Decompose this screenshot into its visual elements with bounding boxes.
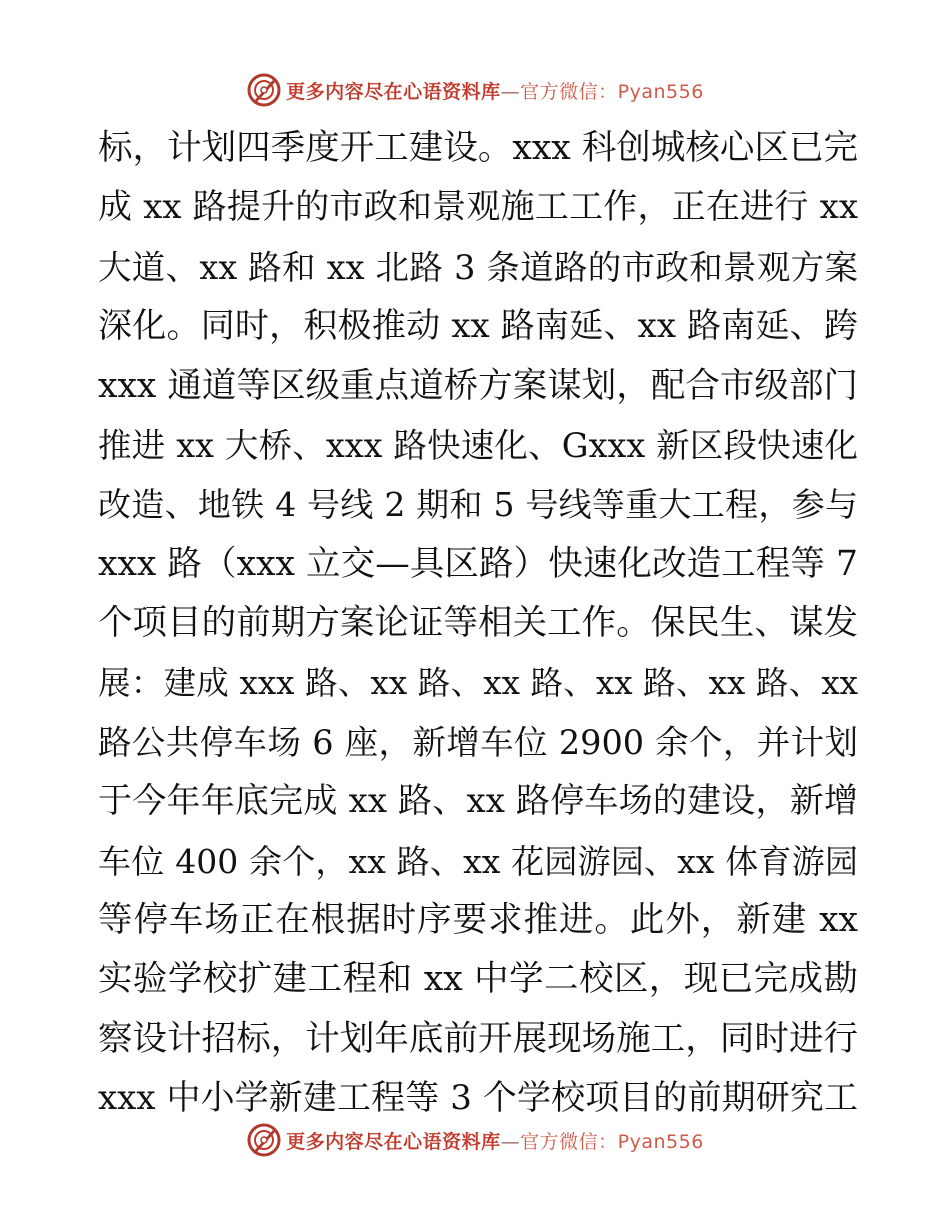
watermark-main-text: 更多内容尽在心语资料库 bbox=[286, 1130, 501, 1153]
text-line-14: 等停车场正在根据时序要求推进。此外，新建 xx bbox=[98, 900, 858, 941]
text-line-5: xxx 通道等区级重点道桥方案谋划，配合市级部门 bbox=[98, 365, 858, 406]
pen-circle-logo-icon bbox=[246, 72, 282, 108]
text-line-2: 成 xx 路提升的市政和景观施工工作，正在进行 xx bbox=[98, 187, 858, 228]
watermark-main-text: 更多内容尽在心语资料库 bbox=[286, 80, 501, 103]
text-line-17: xxx 中小学新建工程等 3 个学校项目的前期研究工 bbox=[98, 1078, 858, 1119]
document-body bbox=[98, 119, 858, 1129]
watermark-separator: — bbox=[500, 1130, 521, 1153]
watermark-banner-top bbox=[0, 70, 950, 110]
text-line-13: 车位 400 余个，xx 路、xx 花园游园、xx 体育游园 bbox=[98, 841, 858, 881]
text-line-10: 展：建成 xxx 路、xx 路、xx 路、xx 路、xx 路、xx bbox=[98, 663, 858, 702]
watermark-wechat-text: 官方微信：Pyan556 bbox=[520, 1130, 704, 1153]
watermark-wechat-text: 官方微信：Pyan556 bbox=[520, 80, 704, 103]
text-line-8: xxx 路（xxx 立交—具区路）快速化改造工程等 7 bbox=[98, 543, 858, 584]
text-line-4: 深化。同时，积极推动 xx 路南延、xx 路南延、跨 bbox=[98, 306, 858, 347]
text-line-6: 推进 xx 大桥、xxx 路快速化、Gxxx 新区段快速化 bbox=[98, 425, 858, 465]
text-line-7: 改造、地铁 4 号线 2 期和 5 号线等重大工程，参与 bbox=[98, 485, 858, 525]
watermark-banner-bottom bbox=[0, 1120, 950, 1160]
pen-circle-logo-icon bbox=[246, 1122, 282, 1158]
text-line-9: 个项目的前期方案论证等相关工作。保民生、谋发 bbox=[98, 603, 858, 644]
text-line-3: 大道、xx 路和 xx 北路 3 条道路的市政和景观方案 bbox=[98, 247, 858, 287]
watermark-separator: — bbox=[500, 80, 521, 103]
text-line-1: 标，计划四季度开工建设。xxx 科创城核心区已完 bbox=[98, 128, 858, 168]
text-line-12: 于今年年底完成 xx 路、xx 路停车场的建设，新增 bbox=[98, 781, 858, 822]
text-line-15: 实验学校扩建工程和 xx 中学二校区，现已完成勘 bbox=[98, 959, 858, 1000]
text-line-11: 路公共停车场 6 座，新增车位 2900 余个，并计划 bbox=[98, 722, 858, 762]
text-line-16: 察设计招标，计划年底前开展现场施工，同时进行 bbox=[98, 1018, 858, 1059]
